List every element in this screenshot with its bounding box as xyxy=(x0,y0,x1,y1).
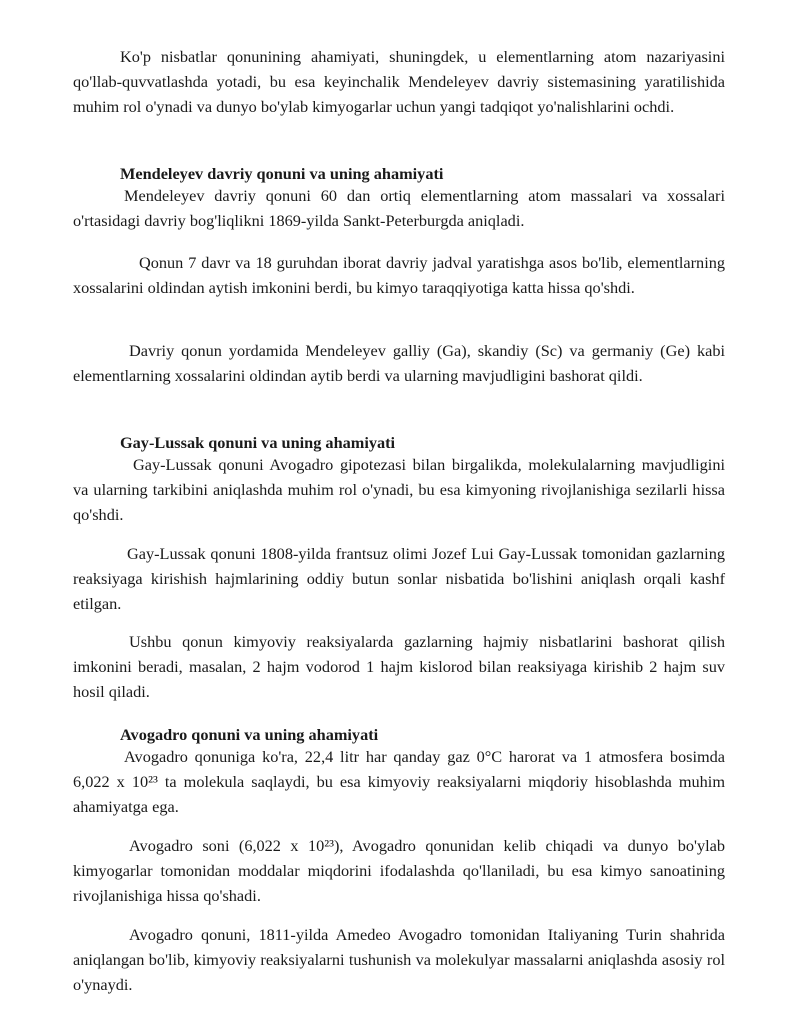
paragraph-avogadro-history: Avogadro qonuni, 1811-yilda Amedeo Avogadro tomonidan Italiyaning Turin shahrida aniqlangan bo'lib, kimyoviy reaksiyalarni tushunish va molekulyar massalarni aniqlashda asosiy rol o'ynaydi. xyxy=(73,925,725,994)
paragraph-avogadro-law: Avogadro qonuniga ko'ra, 22,4 litr har qanday gaz 0°C harorat va 1 atmosfera bosimda 6,022 x 10²³ ta molekula saqlaydi, bu esa kimyoviy reaksiyalarni miqdoriy hisoblashda muhim ahamiyatga ega. xyxy=(73,747,725,816)
paragraph-gas-volumes: Ushbu qonun kimyoviy reaksiyalarda gazlarning hajmiy nisbatlarini bashorat qilish imkonini beradi, masalan, 2 hajm vodorod 1 hajm kislorod bilan reaksiyaga kirishib 2 hajm suv hosil qiladi. xyxy=(73,632,725,701)
paragraph-mendeleyev-discovery: Mendeleyev davriy qonuni 60 dan ortiq elementlarning atom massalari va xossalari o'rtasidagi davriy bog'liqlikni 1869-yilda Sankt-Peterburgda aniqladi. xyxy=(73,186,725,230)
paragraph-gay-lussak-role: Gay-Lussak qonuni Avogadro gipotezasi bilan birgalikda, molekulalarning mavjudligini va ularning tarkibini aniqlashda muhim rol o'ynadi, bu esa kimyoning rivojlanishiga sezilarli hissa qo'shdi. xyxy=(73,455,725,524)
paragraph-avogadro-number: Avogadro soni (6,022 x 10²³), Avogadro qonunidan kelib chiqadi va dunyo bo'ylab kimyogarlar tomonidan moddalar miqdorini ifodalashda qo'llaniladi, bu esa kimyo sanoatining rivojlanishiga hissa qo'shadi. xyxy=(73,836,725,905)
heading-mendeleyev: Mendeleyev davriy qonuni va uning ahamiyati xyxy=(120,164,444,183)
paragraph-predicted-elements: Davriy qonun yordamida Mendeleyev galliy (Ga), skandiy (Sc) va germaniy (Ge) kabi elementlarning xossalarini oldindan aytib berdi va ularning mavjudligini bashorat qildi. xyxy=(73,341,725,385)
paragraph-atomic-theory: Ko'p nisbatlar qonunining ahamiyati, shuningdek, u elementlarning atom nazariyasini qo'llab-quvvatlashda yotadi, bu esa keyinchalik Mendeleyev davriy sistemasining yaratilishida muhim rol o'ynadi va dunyo bo'ylab kimyogarlar uchun yangi tadqiqot yo'nalishlarini ochdi. xyxy=(73,47,725,116)
heading-avogadro: Avogadro qonuni va uning ahamiyati xyxy=(120,725,379,744)
paragraph-periodic-table: Qonun 7 davr va 18 guruhdan iborat davriy jadval yaratishga asos bo'lib, elementlarning xossalarini oldindan aytish imkonini berdi, bu kimyo taraqqiyotiga katta hissa qo'shdi. xyxy=(73,253,725,297)
heading-gay-lussak: Gay-Lussak qonuni va uning ahamiyati xyxy=(120,433,396,452)
paragraph-gay-lussak-discovery: Gay-Lussak qonuni 1808-yilda frantsuz olimi Jozef Lui Gay-Lussak tomonidan gazlarning reaksiyaga kirishish hajmlarining oddiy butun sonlar nisbatida bo'lishini aniqlash orqali kashf etilgan. xyxy=(73,544,725,613)
